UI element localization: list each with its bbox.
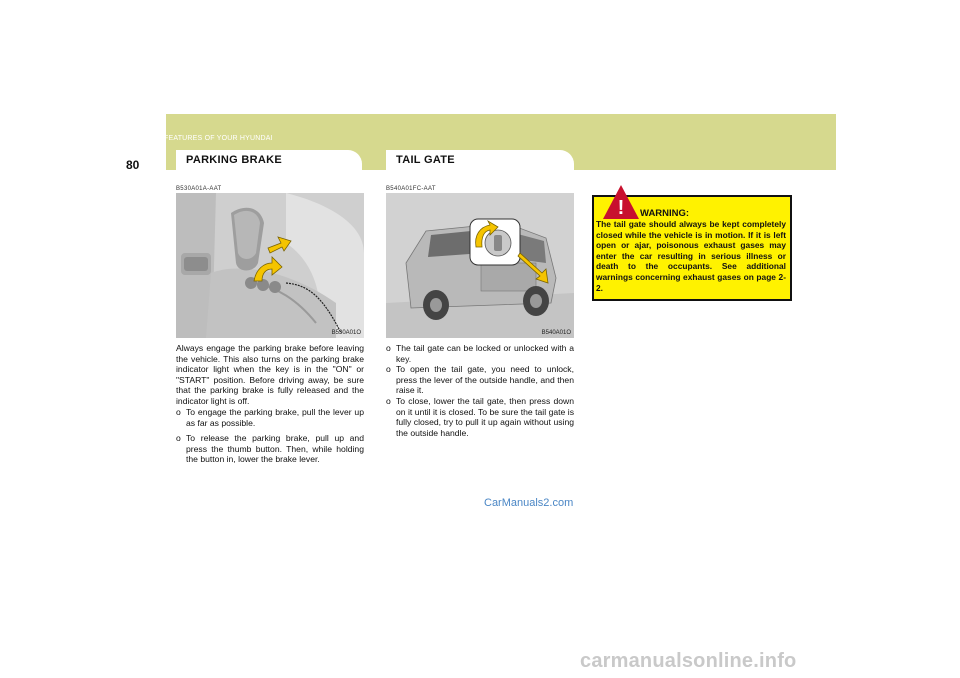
warning-symbol: ! (617, 197, 625, 219)
section-code-parking-brake: B530A01A-AAT (176, 186, 222, 192)
section-code-tail-gate: B540A01FC-AAT (386, 186, 436, 192)
section-title-parking-brake: PARKING BRAKE (186, 154, 282, 166)
section-tab-tail-gate (386, 150, 574, 170)
image-code-parking-brake: B530A01O (331, 330, 361, 336)
parking-brake-intro: Always engage the parking brake before leaving the vehicle. This also turns on the parking brake indicator light when the key is in the "ON" or "START" position. Before driving away, be sure that the parking brake is fully released and the indicator light is off. (176, 343, 364, 406)
bullet-mark: o (386, 396, 391, 406)
warning-icon (602, 184, 640, 220)
list-item (386, 364, 574, 396)
bullet-text: To close, lower the tail gate, then press down on it until it is closed. To be sure the tail gate is fully closed, try to pull it up again without using the outside handle. (396, 396, 574, 438)
section-tab-parking-brake (176, 150, 362, 170)
parking-brake-illustration (176, 193, 364, 338)
chapter-title: FEATURES OF YOUR HYUNDAI (164, 135, 273, 142)
page-number: 80 (126, 158, 140, 172)
warning-text: The tail gate should always be kept completely closed while the vehicle is in motion. If it is left open or ajar, poisonous exhaust gases may enter the car resulting in serious illness or death to the occupants. See additional warnings concerning exhaust gases on page 2-2. (596, 219, 786, 293)
list-item (386, 396, 574, 438)
bullet-text: The tail gate can be locked or unlocked with a key. (396, 343, 574, 364)
bullet-mark: o (176, 407, 181, 417)
list-item (176, 433, 364, 465)
bullet-text: To open the tail gate, you need to unlock, press the lever of the outside handle, and then raise it. (396, 364, 574, 396)
image-code-tail-gate: B540A01O (541, 330, 571, 336)
bullet-mark: o (386, 343, 391, 353)
watermark-link[interactable]: CarManuals2.com (484, 497, 574, 509)
list-item (176, 407, 364, 428)
list-item (386, 343, 574, 364)
warning-title: WARNING: (640, 208, 690, 219)
watermark-site: carmanualsonline.info (580, 650, 797, 672)
tail-gate-illustration (386, 193, 574, 338)
tail-gate-photo (386, 193, 574, 338)
bullet-mark: o (386, 364, 391, 374)
chapter-number: 1 (151, 121, 164, 146)
parking-brake-photo (176, 193, 364, 338)
section-title-tail-gate: TAIL GATE (396, 154, 455, 166)
bullet-mark: o (176, 433, 181, 443)
bullet-text: To engage the parking brake, pull the lever up as far as possible. (186, 407, 364, 428)
bullet-text: To release the parking brake, pull up and press the thumb button. Then, while holding the button in, lower the brake lever. (186, 433, 364, 465)
